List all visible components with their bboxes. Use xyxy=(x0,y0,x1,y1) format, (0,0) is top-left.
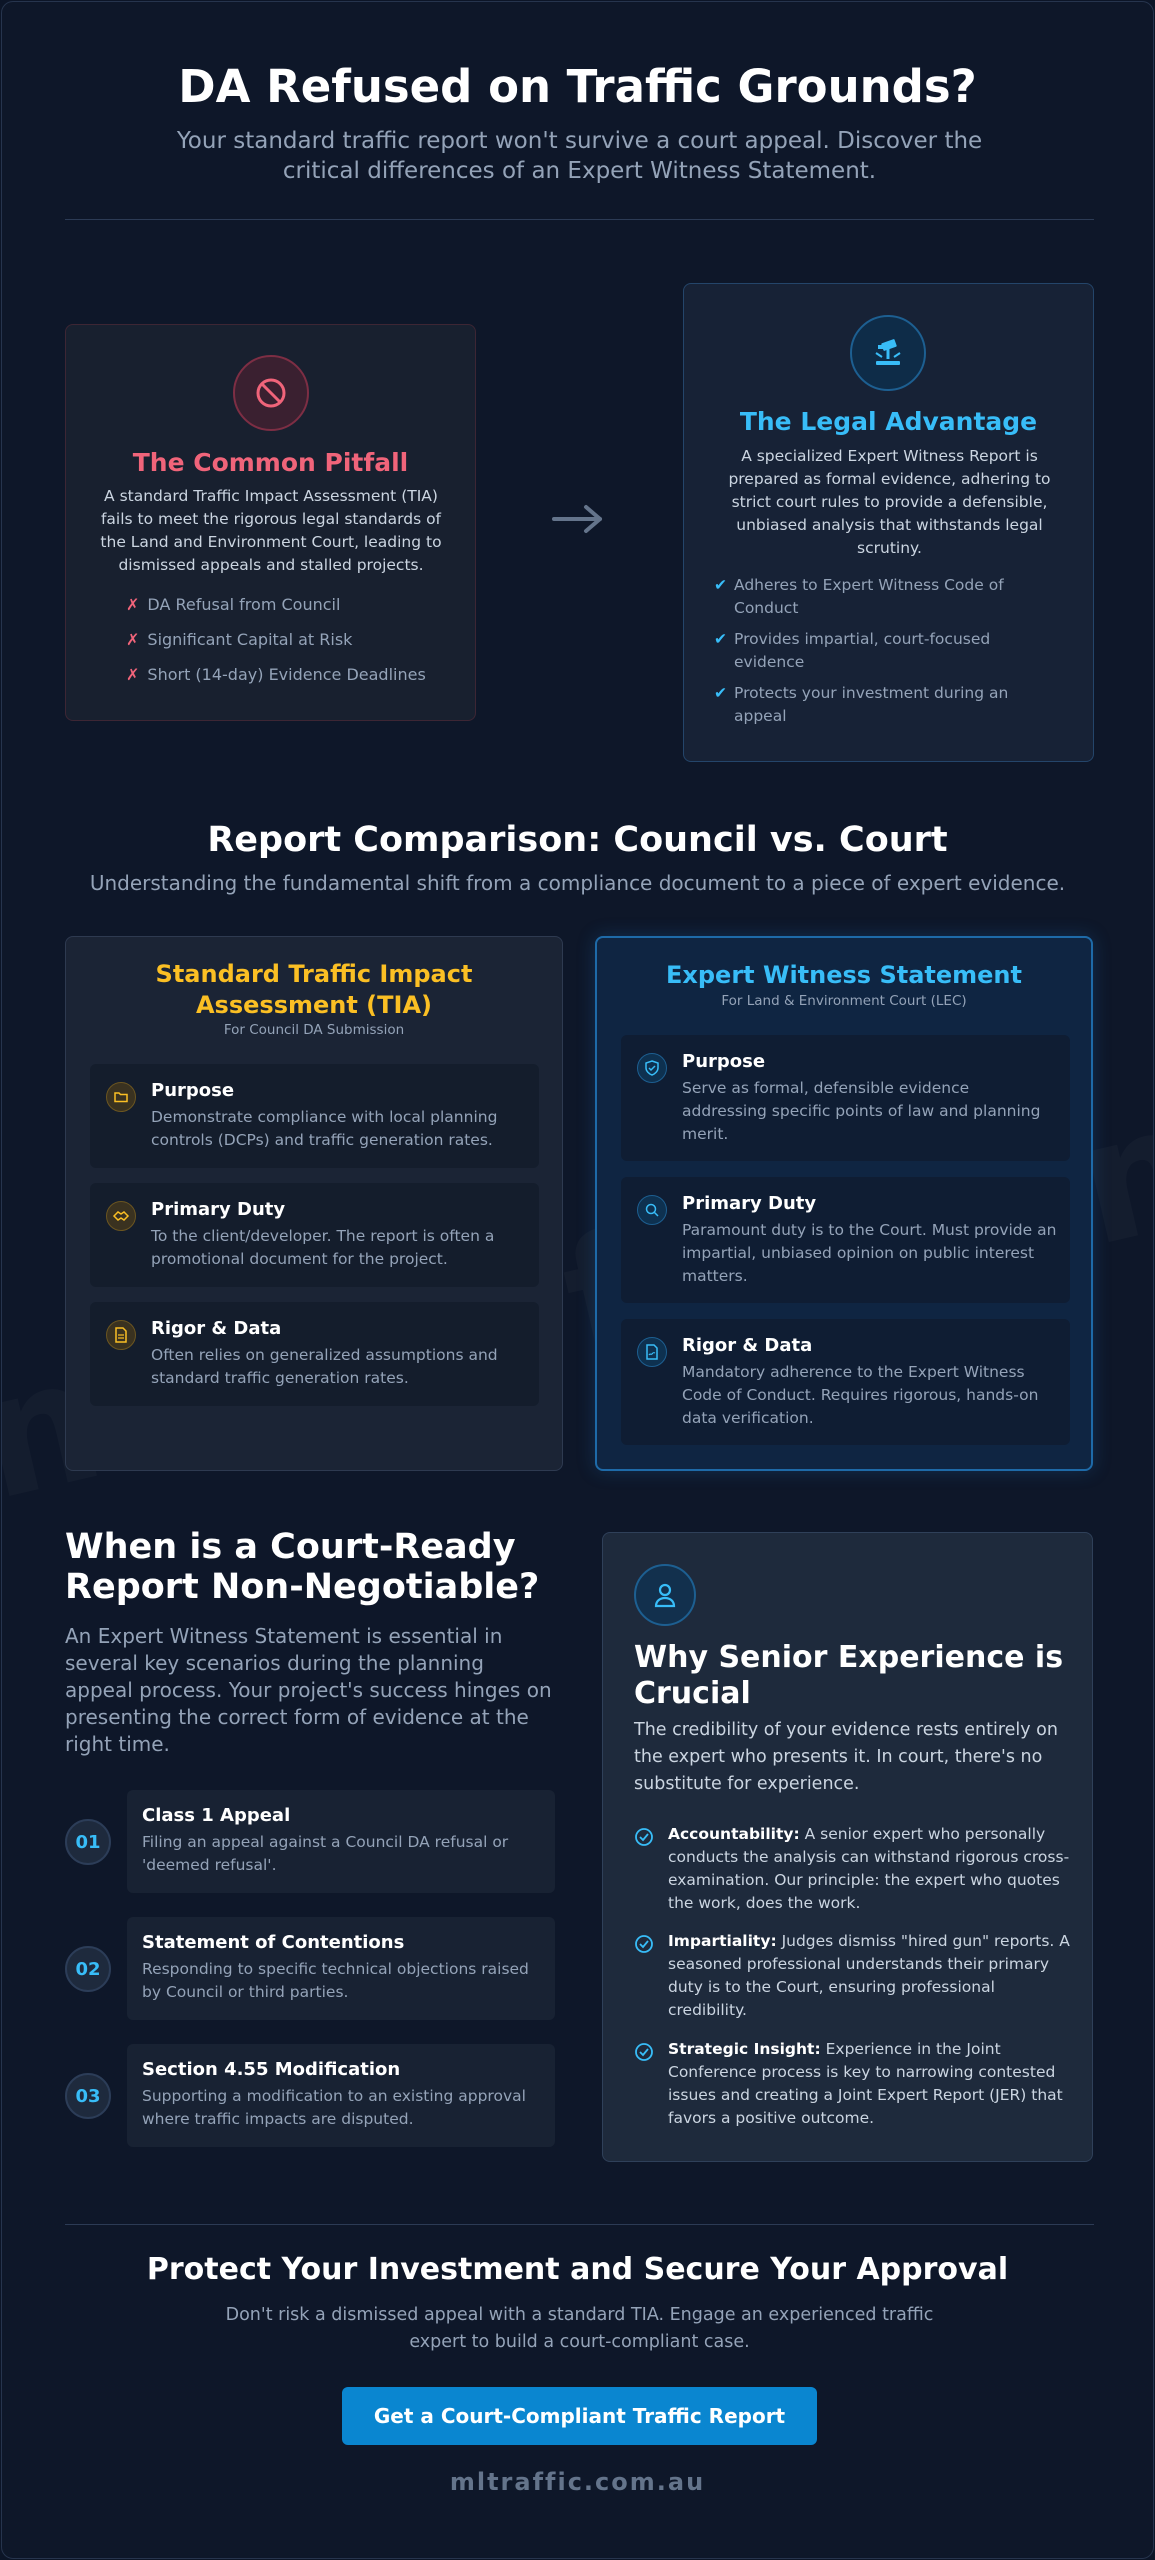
advantage-text: A specialized Expert Witness Report is prepared as formal evidence, adhering to strict court rules to provide a defensible, unbiased analysis that withstands legal scrutiny. xyxy=(728,447,1051,557)
ews-item-text: Mandatory adherence to the Expert Witness Code of Conduct. Requires rigorous, hands-on data verification. xyxy=(682,1363,1039,1427)
ews-title: Expert Witness Statement xyxy=(665,961,1022,989)
advantage-item: ✔ Protects your investment during an appeal xyxy=(714,684,1009,725)
check-icon: ✔ xyxy=(714,630,727,648)
ews-item xyxy=(621,1177,1070,1303)
cta-title: Protect Your Investment and Secure Your Approval xyxy=(146,2252,1009,2287)
why-card: Why Senior Experience is Crucial The credibility of your evidence rests entirely on the expert who presents it. In court, there's no substitute for experience. Accountability: A senior expert who personally conducts the analysis can withstand rigorous cross-examination. Our principle: the expert who quotes the work, does the work. Impartiality: Judges dismiss "hired gun" reports. A seasoned professional understands their primary duty is to the Court, ensuring professional credibility. Strategic Insight: Experience in the Joint Conference process is key to narrowing contested issues and creating a Joint Expert Report (JER) that favors a positive outcome. xyxy=(602,1532,1093,2162)
when-title: When is a Court-Ready Report Non-Negotiable? xyxy=(65,1527,540,1607)
ews-item xyxy=(621,1319,1070,1445)
folder-icon xyxy=(106,1082,136,1112)
pitfall-text: A standard Traffic Impact Assessment (TIA) fails to meet the rigorous legal standards of the Land and Environment Court, leading to dismissed appeals and stalled projects. xyxy=(100,487,442,574)
tia-item-title: Purpose xyxy=(151,1080,235,1101)
step-number: 01 xyxy=(65,1819,111,1865)
document-sign-icon xyxy=(637,1337,667,1367)
advantage-item: ✔ Adheres to Expert Witness Code of Conduct xyxy=(714,576,1004,617)
tia-item xyxy=(90,1183,539,1287)
website-link[interactable]: mltraffic.com.au xyxy=(449,2468,706,2496)
page-title: DA Refused on Traffic Grounds? xyxy=(178,60,977,113)
pitfall-title: The Common Pitfall xyxy=(132,448,409,477)
ews-item xyxy=(621,1035,1070,1161)
check-icon: ✔ xyxy=(714,684,727,702)
page-subtitle: Your standard traffic report won't survive a court appeal. Discover the critical differences of an Expert Witness Statement. xyxy=(176,128,983,184)
tia-item-text: Often relies on generalized assumptions and standard traffic generation rates. xyxy=(151,1346,498,1387)
tia-item xyxy=(90,1302,539,1406)
user-icon xyxy=(634,1564,696,1626)
infographic-frame xyxy=(1,1,1154,2559)
check-icon: ✔ xyxy=(714,576,727,594)
search-icon xyxy=(637,1195,667,1225)
when-text: An Expert Witness Statement is essential in several key scenarios during the planning appeal process. Your project's success hinges on presenting the correct form of evidence at the right time. xyxy=(65,1624,552,1756)
tia-item-title: Primary Duty xyxy=(151,1199,286,1220)
tia-title: Standard Traffic Impact Assessment (TIA) xyxy=(155,960,473,1019)
ews-subtitle: For Land & Environment Court (LEC) xyxy=(721,993,967,1009)
cross-icon: ✗ xyxy=(126,595,140,614)
why-title: Why Senior Experience is Crucial xyxy=(634,1640,1064,1711)
tia-item-title: Rigor & Data xyxy=(151,1318,282,1339)
tia-subtitle: For Council DA Submission xyxy=(223,1022,405,1038)
ews-item-text: Serve as formal, defensible evidence addressing specific points of law and planning merit. xyxy=(682,1079,1041,1143)
divider xyxy=(65,2224,1094,2225)
tia-item-text: Demonstrate compliance with local planning controls (DCPs) and traffic generation rates. xyxy=(151,1108,498,1149)
ban-icon xyxy=(233,355,309,431)
step-card xyxy=(127,1790,555,1893)
cross-icon: ✗ xyxy=(126,665,140,684)
comparison-subtitle: Understanding the fundamental shift from a compliance document to a piece of expert evidence. xyxy=(89,871,1066,895)
tia-item-text: To the client/developer. The report is often a promotional document for the project. xyxy=(151,1227,495,1268)
advantage-card xyxy=(683,283,1094,762)
cta-text: Don't risk a dismissed appeal with a standard TIA. Engage an experienced traffic expert to build a court-compliant case. xyxy=(225,2305,934,2352)
step-text: Filing an appeal against a Council DA refusal or 'deemed refusal'. xyxy=(142,1833,509,1874)
step-number: 02 xyxy=(65,1946,111,1992)
step-title: Class 1 Appeal xyxy=(142,1805,291,1826)
tia-column xyxy=(65,936,563,1471)
divider xyxy=(65,219,1094,220)
step-text: Responding to specific technical objections raised by Council or third parties. xyxy=(142,1960,529,2001)
cross-icon: ✗ xyxy=(126,630,140,649)
advantage-item: ✔ Provides impartial, court-focused evidence xyxy=(714,630,991,671)
why-text: The credibility of your evidence rests entirely on the expert who presents it. In court, there's no substitute for experience. xyxy=(634,1720,1058,1794)
pitfall-item: ✗ DA Refusal from Council xyxy=(126,595,341,614)
handshake-icon xyxy=(106,1201,136,1231)
step-text: Supporting a modification to an existing approval where traffic impacts are disputed. xyxy=(142,2087,526,2128)
check-circle-icon xyxy=(634,2042,654,2062)
ews-item-title: Primary Duty xyxy=(682,1193,817,1214)
check-circle-icon xyxy=(634,1827,654,1847)
shield-check-icon xyxy=(637,1053,667,1083)
arrow-right-icon xyxy=(550,499,606,539)
advantage-title: The Legal Advantage xyxy=(739,407,1038,436)
step-title: Statement of Contentions xyxy=(142,1932,405,1953)
document-icon xyxy=(106,1320,136,1350)
step-card xyxy=(127,1917,555,2020)
pitfall-item: ✗ Significant Capital at Risk xyxy=(126,630,353,649)
pitfall-card xyxy=(65,324,476,721)
gavel-icon xyxy=(850,315,926,391)
tia-item xyxy=(90,1064,539,1168)
ews-column xyxy=(595,936,1093,1471)
step-number: 03 xyxy=(65,2073,111,2119)
pitfall-item: ✗ Short (14-day) Evidence Deadlines xyxy=(126,665,426,684)
step-title: Section 4.55 Modification xyxy=(142,2059,401,2080)
ews-item-title: Rigor & Data xyxy=(682,1335,813,1356)
check-circle-icon xyxy=(634,1934,654,1954)
ews-item-title: Purpose xyxy=(682,1051,766,1072)
ews-item-text: Paramount duty is to the Court. Must provide an impartial, unbiased opinion on public interest matters. xyxy=(682,1221,1057,1285)
get-report-button[interactable]: Get a Court-Compliant Traffic Report xyxy=(342,2387,817,2445)
step-card xyxy=(127,2044,555,2147)
comparison-title: Report Comparison: Council vs. Court xyxy=(207,820,948,860)
